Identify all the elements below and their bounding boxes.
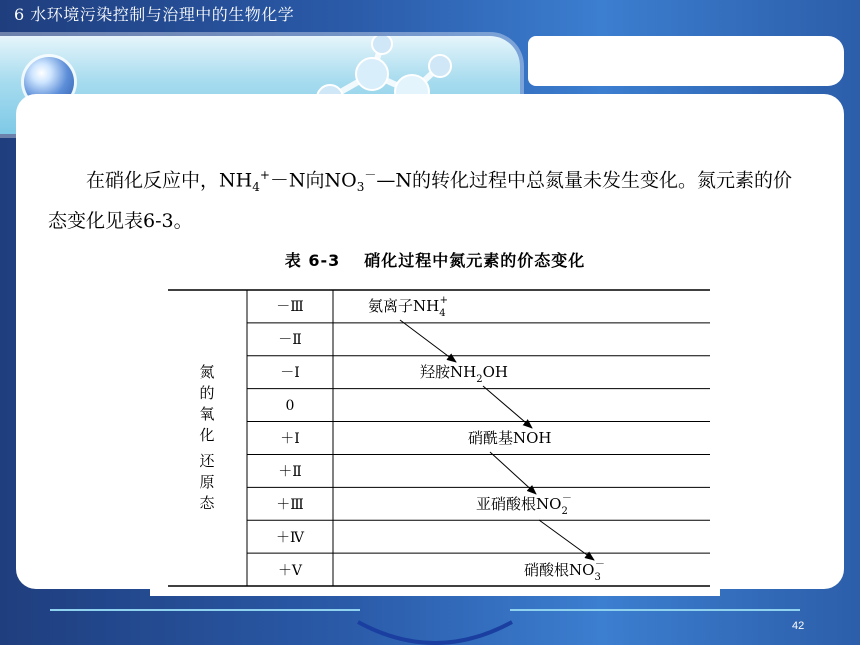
oxidation-state: ＋Ⅴ <box>277 563 303 579</box>
oxidation-state: －Ⅲ <box>276 299 304 315</box>
row-header-char: 氧 <box>199 405 215 423</box>
compound-hydroxylamine: 羟胺$NH_2OH$ <box>420 363 508 385</box>
oxidation-state: －Ⅰ <box>280 365 300 381</box>
para-sub-1: 4 <box>252 180 260 195</box>
para-sub-2: 3 <box>356 180 365 195</box>
para-text-3: —N的转化过程中总氮量未发生变化。氮元素的价态变化见表6-3。 <box>48 169 793 233</box>
compound-nitrate: 硝酸根$NO_3-$ <box>524 559 605 583</box>
table-caption-text: 硝化过程中氮元素的价态变化 <box>364 251 586 270</box>
body-paragraph <box>48 158 798 238</box>
top-right-panel <box>528 36 844 86</box>
page-number: 42 <box>792 620 805 632</box>
oxidation-state: 0 <box>285 398 295 414</box>
oxidation-state: ＋Ⅲ <box>276 497 304 513</box>
valence-table-figure <box>150 240 720 596</box>
row-header-char: 还 <box>199 452 215 470</box>
row-header-char: 态 <box>199 494 215 512</box>
oxidation-state: －Ⅱ <box>278 332 302 348</box>
conversion-arrow <box>539 520 594 560</box>
row-header-char: 氮 <box>199 363 215 381</box>
para-sup-1: + <box>259 168 270 182</box>
row-header-char: 原 <box>199 473 215 491</box>
compound-nitroxyl: 硝酰基NOH <box>468 429 552 447</box>
footer-decoration <box>0 592 860 645</box>
para-text-2: －N向NO <box>269 169 357 192</box>
compound-ammonium: 氨离子$NH_4+$ <box>368 295 448 319</box>
para-sup-2: － <box>364 168 377 182</box>
compound-nitrite: 亚硝酸根$NO_2-$ <box>476 493 572 517</box>
para-text-1: 在硝化反应中，NH <box>86 169 253 192</box>
row-header <box>199 363 215 512</box>
oxidation-state: ＋Ⅰ <box>280 431 300 447</box>
table-caption-number: 表 6-3 <box>284 251 341 270</box>
oxidation-state: ＋Ⅳ <box>276 530 304 546</box>
valence-table <box>150 240 720 596</box>
row-header-char: 的 <box>199 384 215 402</box>
slide-chapter-title: 6 水环境污染控制与治理中的生物化学 <box>14 5 295 24</box>
row-header-char: 化 <box>199 426 215 444</box>
oxidation-state: ＋Ⅱ <box>278 464 302 480</box>
